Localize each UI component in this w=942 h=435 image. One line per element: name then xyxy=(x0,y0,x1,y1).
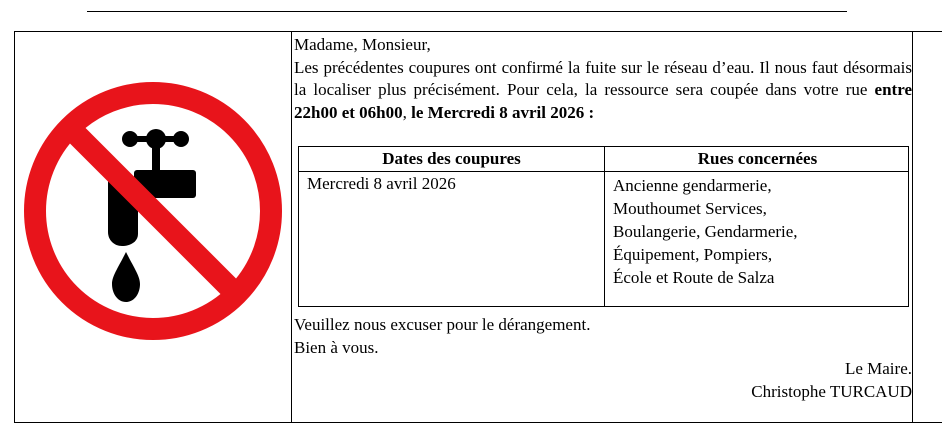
announcement-text: Les précédentes coupures ont confirmé la fuite sur le réseau d’eau. Il nous faut désormais la localiser plus précisément. Pour cela, la ressource sera coupée dans votre rue xyxy=(294,57,912,99)
signature-name: Christophe TURCAUD xyxy=(751,382,912,401)
separator-text: , xyxy=(402,102,412,122)
street-line: Ancienne gendarmerie, xyxy=(613,176,772,195)
cell-date: Mercredi 8 avril 2026 xyxy=(307,174,456,193)
signature-title: Le Maire. xyxy=(844,359,912,378)
street-line: Équipement, Pompiers, xyxy=(613,245,773,264)
salutation-line: Bien à vous. xyxy=(294,338,379,357)
column-divider xyxy=(291,31,292,423)
street-line: Mouthoumet Services, xyxy=(613,199,767,218)
outage-date: le Mercredi 8 avril 2026 : xyxy=(411,102,595,122)
outage-table xyxy=(298,146,909,307)
right-border xyxy=(912,31,913,423)
signature xyxy=(751,357,912,403)
closing xyxy=(294,313,590,359)
no-water-icon xyxy=(18,82,288,340)
street-line: Boulangerie, Gendarmerie, xyxy=(613,222,798,241)
announcement-paragraph xyxy=(294,57,912,125)
greeting: Madame, Monsieur, xyxy=(294,35,431,54)
header-streets: Rues concernées xyxy=(697,149,818,168)
apology-line: Veuillez nous excuser pour le dérangement. xyxy=(294,315,591,334)
letter-body xyxy=(294,34,912,124)
table-header-divider xyxy=(299,171,908,172)
street-line: École et Route de Salza xyxy=(613,268,775,287)
time-window: entre 22h00 et 06h00 xyxy=(294,80,912,122)
header-rule xyxy=(87,11,847,12)
cell-streets xyxy=(613,174,798,289)
header-dates: Dates des coupures xyxy=(382,149,521,168)
